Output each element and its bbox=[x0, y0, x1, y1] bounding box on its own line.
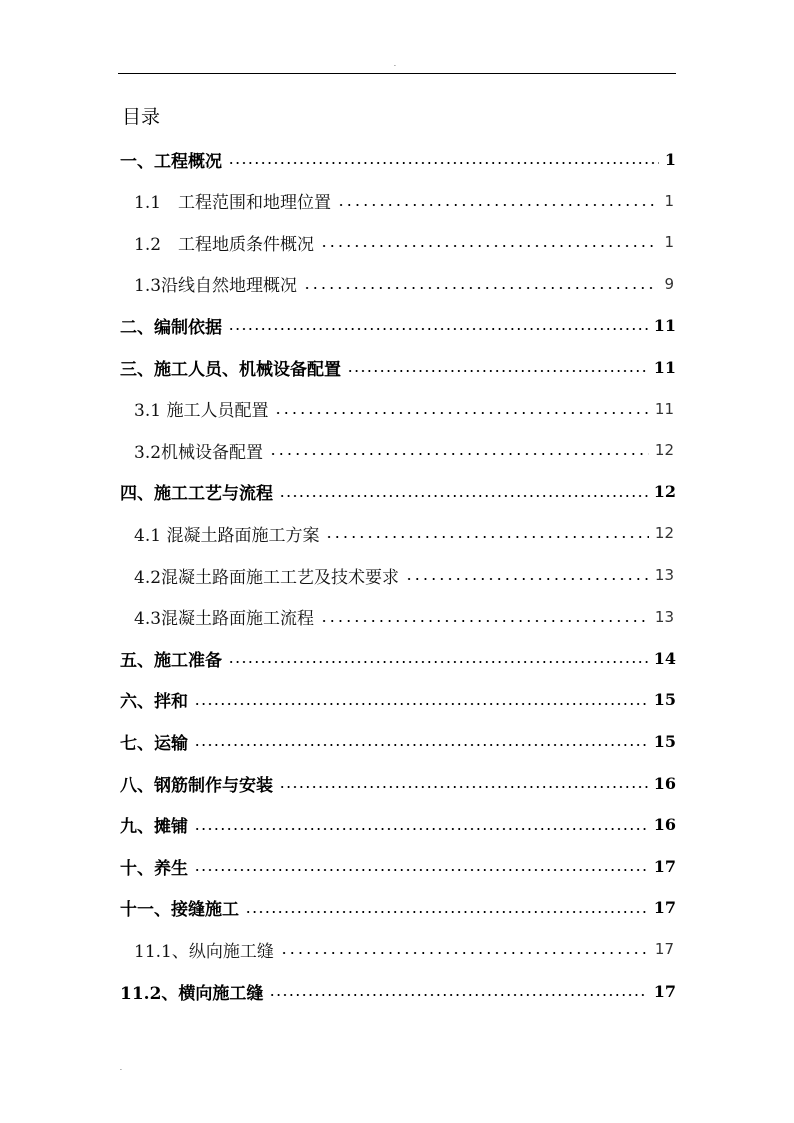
toc-dot-leader bbox=[228, 661, 648, 663]
toc-entry-label: 4.2混凝土路面施工工艺及技术要求 bbox=[134, 567, 400, 588]
toc-entry[interactable] bbox=[134, 554, 674, 596]
toc-entry-label: 3.1 施工人员配置 bbox=[134, 401, 269, 422]
toc-dot-leader bbox=[405, 578, 649, 580]
toc-dot-leader bbox=[274, 412, 648, 414]
toc-entry-label: 十一、接缝施工 bbox=[120, 900, 239, 921]
toc-entry-page: 17 bbox=[653, 898, 676, 918]
toc-dot-leader bbox=[325, 536, 648, 538]
toc-entry[interactable] bbox=[120, 346, 676, 388]
toc-dot-leader bbox=[279, 495, 648, 497]
toc-dot-leader bbox=[337, 204, 658, 206]
toc-entry[interactable] bbox=[120, 804, 676, 846]
toc-entry-label: 一、工程概况 bbox=[120, 151, 222, 172]
toc-entry-label: 11.2、横向施工缝 bbox=[120, 983, 264, 1004]
toc-entry-label: 四、施工工艺与流程 bbox=[120, 484, 273, 505]
toc-entry-page: 1 bbox=[664, 191, 674, 210]
toc-entry[interactable] bbox=[120, 679, 676, 721]
toc-title: 目录 bbox=[122, 106, 161, 128]
toc-dot-leader bbox=[228, 162, 659, 164]
toc-dot-leader bbox=[194, 828, 648, 830]
toc-entry-label: 三、施工人员、机械设备配置 bbox=[120, 359, 341, 380]
toc-entry[interactable] bbox=[120, 970, 676, 1012]
toc-entry[interactable] bbox=[134, 180, 674, 222]
toc-entry[interactable] bbox=[134, 928, 674, 970]
toc-entry-page: 17 bbox=[654, 940, 674, 959]
toc-entry-page: 12 bbox=[654, 524, 674, 543]
toc-entry-label: 3.2机械设备配置 bbox=[134, 442, 264, 463]
toc-entry-page: 9 bbox=[664, 274, 674, 293]
toc-dot-leader bbox=[269, 994, 647, 996]
toc-entry-label: 九、摊铺 bbox=[120, 817, 188, 838]
toc-dot-leader bbox=[194, 869, 648, 871]
header-mark: . bbox=[394, 61, 396, 68]
toc-entry-page: 14 bbox=[653, 648, 676, 668]
toc-entry-label: 11.1、纵向施工缝 bbox=[134, 941, 274, 962]
toc-dot-leader bbox=[303, 287, 658, 289]
toc-dot-leader bbox=[320, 245, 658, 247]
footer-mark: . bbox=[120, 1065, 122, 1072]
toc-entry[interactable] bbox=[120, 720, 676, 762]
toc-entry[interactable] bbox=[134, 512, 674, 554]
toc-dot-leader bbox=[194, 744, 648, 746]
toc-entry-page: 15 bbox=[653, 731, 676, 751]
toc-entry-label: 八、钢筋制作与安装 bbox=[120, 775, 273, 796]
toc-entry-page: 1 bbox=[664, 149, 676, 169]
toc-entry-label: 1.2 工程地质条件概况 bbox=[134, 234, 315, 255]
toc-dot-leader bbox=[279, 786, 648, 788]
toc-entry-page: 12 bbox=[654, 441, 674, 460]
toc-entry-page: 1 bbox=[664, 233, 674, 252]
header-rule bbox=[118, 73, 676, 74]
toc-entry-page: 17 bbox=[653, 856, 676, 876]
toc-entry-label: 六、拌和 bbox=[120, 692, 188, 713]
toc-dot-leader bbox=[280, 952, 649, 954]
toc-entry-page: 16 bbox=[653, 773, 676, 793]
toc-entry[interactable] bbox=[120, 637, 676, 679]
toc-entry[interactable] bbox=[134, 263, 674, 305]
toc-entry[interactable] bbox=[134, 596, 674, 638]
toc-dot-leader bbox=[228, 328, 648, 330]
toc-entry-page: 11 bbox=[653, 315, 676, 335]
toc-dot-leader bbox=[245, 911, 648, 913]
toc-entry[interactable] bbox=[120, 471, 676, 513]
toc-entry-label: 二、编制依据 bbox=[120, 317, 222, 338]
toc-entry[interactable] bbox=[120, 845, 676, 887]
toc-dot-leader bbox=[194, 703, 648, 705]
toc-entry-label: 4.1 混凝土路面施工方案 bbox=[134, 525, 320, 546]
toc-entry-label: 4.3混凝土路面施工流程 bbox=[134, 609, 315, 630]
toc-dot-leader bbox=[347, 370, 648, 372]
toc-entry[interactable] bbox=[120, 304, 676, 346]
toc-entry-page: 12 bbox=[653, 482, 676, 502]
toc-entry-label: 1.1 工程范围和地理位置 bbox=[134, 193, 332, 214]
toc-entry-label: 十、养生 bbox=[120, 858, 188, 879]
toc-entry-page: 15 bbox=[653, 690, 676, 710]
toc-entry-label: 1.3沿线自然地理概况 bbox=[134, 276, 298, 297]
toc-entry[interactable] bbox=[120, 138, 676, 180]
toc-dot-leader bbox=[269, 453, 649, 455]
toc-entry-label: 五、施工准备 bbox=[120, 650, 222, 671]
toc-entry[interactable] bbox=[120, 762, 676, 804]
toc-entry-page: 13 bbox=[654, 607, 674, 626]
toc-entry-label: 七、运输 bbox=[120, 733, 188, 754]
toc-entry[interactable] bbox=[134, 221, 674, 263]
toc-entry-page: 11 bbox=[653, 357, 676, 377]
toc-entry[interactable] bbox=[134, 388, 674, 430]
toc-entry[interactable] bbox=[120, 887, 676, 929]
toc-entry-page: 13 bbox=[654, 566, 674, 584]
toc-entry[interactable] bbox=[134, 429, 674, 471]
toc-dot-leader bbox=[320, 620, 649, 622]
toc-entry-page: 11 bbox=[654, 399, 674, 418]
toc-entry-page: 16 bbox=[653, 815, 676, 835]
toc-entry-page: 17 bbox=[653, 981, 676, 1001]
